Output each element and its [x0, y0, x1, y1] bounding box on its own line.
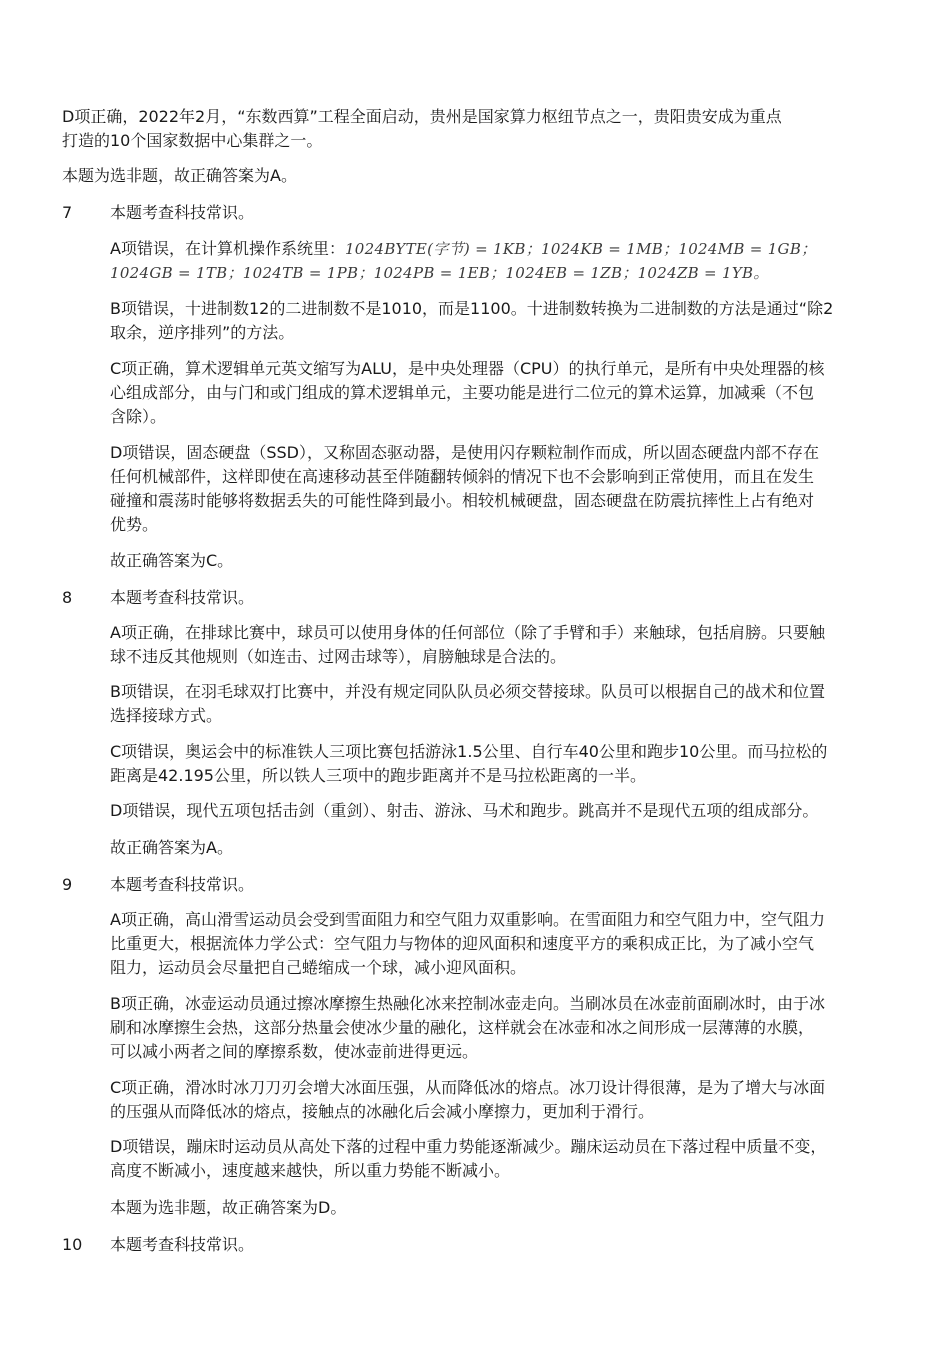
intro-conclusion: 本题为选非题，故正确答案为A。 — [62, 166, 297, 185]
question-title: 本题考查科技常识。 — [110, 203, 255, 222]
text-line: D项错误，固态硬盘（SSD），又称固态驱动器，是使用闪存颗粒制作而成，所以固态硬盘内部不存在 — [110, 443, 819, 462]
text-line: 球不违反其他规则（如连击、过网击球等），肩膀触球是合法的。 — [110, 647, 567, 666]
text-line: D项正确，2022年2月，“东数西算”工程全面启动，贵州是国家算力枢纽节点之一，贵阳贵安成为重点 — [62, 107, 782, 126]
q9-option-b — [110, 992, 870, 1064]
text-line: A项正确，高山滑雪运动员会受到雪面阻力和空气阻力双重影响。在雪面阻力和空气阻力中，空气阻力 — [110, 910, 825, 929]
q8-option-a — [110, 621, 870, 669]
q7-option-a — [110, 237, 870, 285]
text-line: 阻力，运动员会尽量把自己蜷缩成一个球，减小迎风面积。 — [110, 958, 527, 977]
text-line: C项正确，滑冰时冰刀刀刃会增大冰面压强，从而降低冰的熔点。冰刀设计得很薄，是为了增大与冰面 — [110, 1078, 826, 1097]
text-line: 含除）。 — [110, 407, 167, 426]
q7-option-d — [110, 441, 870, 537]
text-line: 取余，逆序排列”的方法。 — [110, 323, 295, 342]
question-number: 7 — [62, 203, 73, 222]
question-number: 10 — [62, 1235, 83, 1254]
text-line: C项错误，奥运会中的标准铁人三项比赛包括游泳1.5公里、自行车40公里和跑步10公里。而马拉松的 — [110, 742, 828, 761]
q8-answer: 故正确答案为A。 — [110, 838, 233, 857]
text-line: 心组成部分，由与门和或门组成的算术逻辑单元，主要功能是进行二位元的算术运算，加减乘（不包 — [110, 383, 815, 402]
q7-option-c — [110, 357, 870, 429]
math-formula: 1024BYTE(字节) = 1KB；1024KB = 1MB；1024MB = 1GB； — [344, 240, 817, 258]
question-number: 9 — [62, 875, 73, 894]
text-line: B项正确，冰壶运动员通过擦冰摩擦生热融化冰来控制冰壶走向。当刷冰员在冰壶前面刷冰时，由于冰 — [110, 994, 825, 1013]
question-title: 本题考查科技常识。 — [110, 1235, 255, 1254]
text-line: B项错误，十进制数12的二进制数不是1010，而是1100。十进制数转换为二进制数的方法是通过“除2 — [110, 299, 834, 318]
text-line: 可以减小两者之间的摩擦系数，使冰壶前进得更远。 — [110, 1042, 479, 1061]
text-line: A项正确，在排球比赛中，球员可以使用身体的任何部位（除了手臂和手）来触球，包括肩膀。只要触 — [110, 623, 825, 642]
text-line: D项错误，蹦床时运动员从高处下落的过程中重力势能逐渐减少。蹦床运动员在下落过程中质量不变， — [110, 1137, 827, 1156]
q8-option-d: D项错误，现代五项包括击剑（重剑）、射击、游泳、马术和跑步。跳高并不是现代五项的组成部分。 — [110, 801, 819, 820]
q8-option-c — [110, 740, 870, 788]
q9-option-a — [110, 908, 870, 980]
text-line: C项正确，算术逻辑单元英文缩写为ALU，是中央处理器（CPU）的执行单元，是所有中央处理器的核 — [110, 359, 825, 378]
question-title: 本题考查科技常识。 — [110, 875, 255, 894]
text-line: 选择接球方式。 — [110, 706, 223, 725]
math-formula: 1024GB = 1TB；1024TB = 1PB；1024PB = 1EB；1024EB = 1ZB；1024ZB = 1YB。 — [110, 264, 769, 282]
text-line: 碰撞和震荡时能够将数据丢失的可能性降到最小。相较机械硬盘，固态硬盘在防震抗摔性上占有绝对 — [110, 491, 815, 510]
q9-option-d — [110, 1135, 870, 1183]
intro-option-d — [62, 105, 822, 153]
text-line: 比重更大，根据流体力学公式：空气阻力与物体的迎风面积和速度平方的乘积成正比，为了减小空气 — [110, 934, 815, 953]
question-title: 本题考查科技常识。 — [110, 588, 255, 607]
option-text: A项错误，在计算机操作系统里： — [110, 239, 345, 258]
text-line: 优势。 — [110, 515, 159, 534]
text-line: 任何机械部件，这样即使在高速移动甚至伴随翻转倾斜的情况下也不会影响到正常使用，而且在发生 — [110, 467, 815, 486]
q8-option-b — [110, 680, 870, 728]
q7-option-b — [110, 297, 870, 345]
text-line: B项错误，在羽毛球双打比赛中，并没有规定同队队员必须交替接球。队员可以根据自己的战术和位置 — [110, 682, 825, 701]
text-line: 刷和冰摩擦生会热，这部分热量会使冰少量的融化，这样就会在冰壶和冰之间形成一层薄薄的水膜， — [110, 1018, 815, 1037]
q9-option-c — [110, 1076, 870, 1124]
question-number: 8 — [62, 588, 73, 607]
text-line: 打造的10个国家数据中心集群之一。 — [62, 131, 323, 150]
text-line: 距离是42.195公里，所以铁人三项中的跑步距离并不是马拉松距离的一半。 — [110, 766, 646, 785]
text-line: 的压强从而降低冰的熔点，接触点的冰融化后会减小摩擦力，更加利于滑行。 — [110, 1102, 655, 1121]
q9-answer: 本题为选非题，故正确答案为D。 — [110, 1198, 347, 1217]
q7-answer: 故正确答案为C。 — [110, 551, 234, 570]
text-line: 高度不断减小，速度越来越快，所以重力势能不断减小。 — [110, 1161, 511, 1180]
